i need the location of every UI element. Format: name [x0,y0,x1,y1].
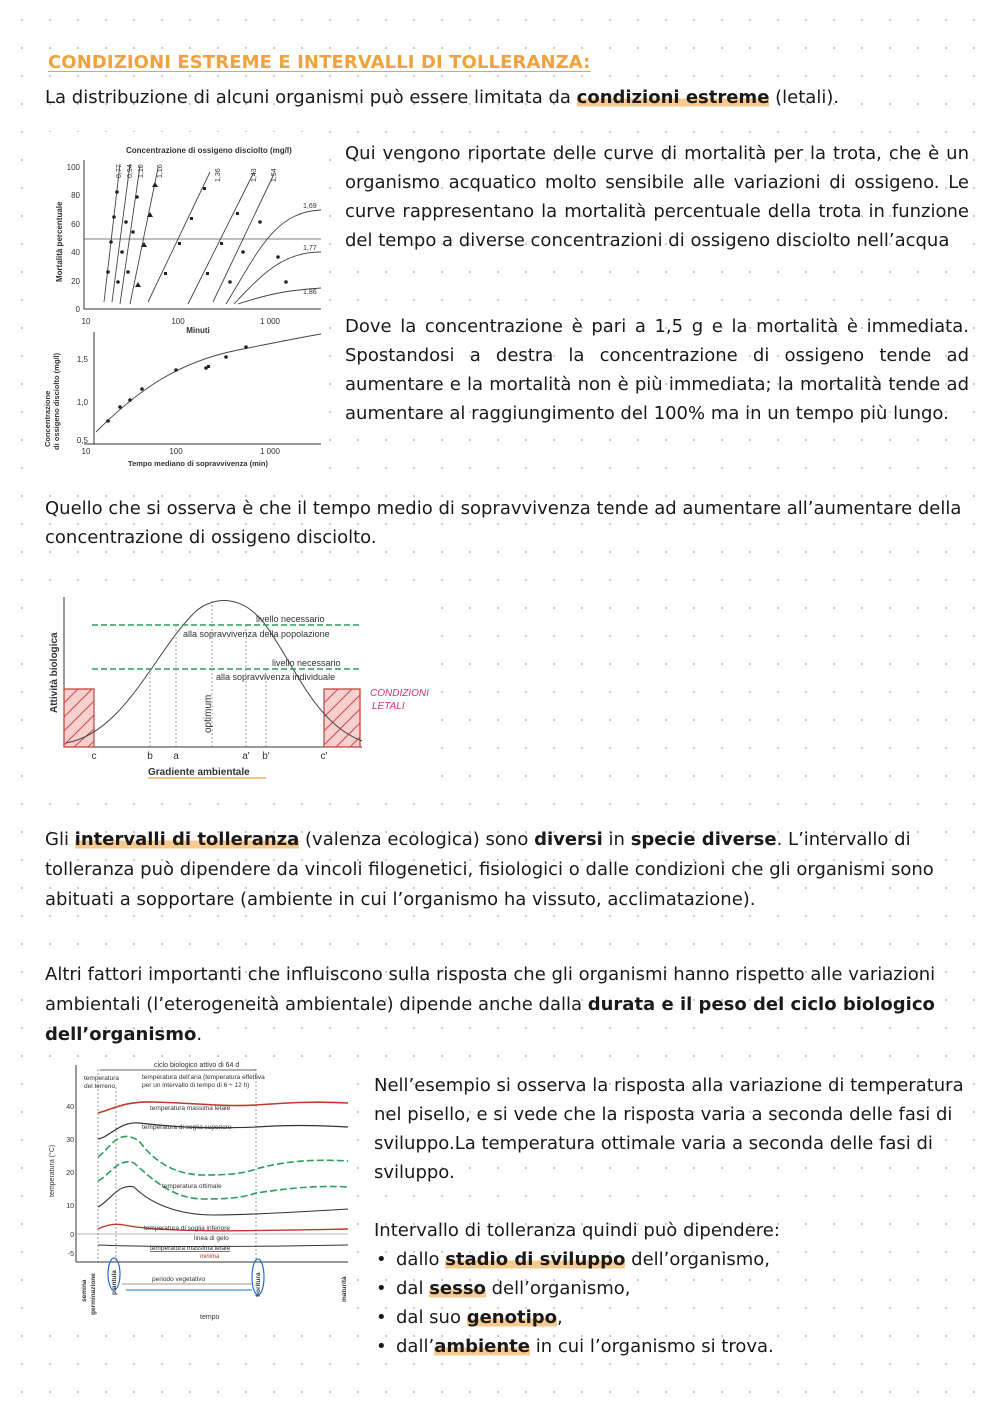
fig3-air-label-1: temperatura dell’aria (temperatura effettiva [142,1074,265,1081]
fig1-survival-points [106,345,248,423]
intro-text-end: (letali). [769,87,840,108]
fig3-ytick: 40 [66,1104,74,1111]
fig3-frost-label: linea di gelo [194,1235,229,1242]
fig3-ytick: 20 [66,1170,74,1177]
fig3-lower-threshold-label: temperatura di soglia inferiore [144,1225,230,1232]
fig3-stage-label: plantula [111,1270,118,1295]
fig3-xlabel: tempo [200,1314,220,1321]
fig1-ytick: 60 [71,220,80,229]
pea-paragraph: Nell’esempio si osserva la risposta alla variazione di temperatura nel pisello, e si vede che la risposta varia a seconda delle fasi di sviluppo.La temperatura ottimale varia a seconda delle fasi di sviluppo. [374,1075,964,1183]
highlight-stadio: stadio di sviluppo [445,1249,626,1270]
observe-paragraph: Quello che si osserva è che il tempo medio di sopravvivenza tende ad aumentare all’aumentare della concentrazione di ossigeno disciolto. [45,498,962,548]
list-item: • dal suo genotipo, [374,1303,984,1332]
fig3-optimal-curve [98,1162,348,1199]
fig2-level1-a: livello necessario [256,614,325,624]
fig3-ytick: 30 [66,1137,74,1144]
trout-mortality-figure [38,132,324,472]
list-item: • dal sesso dell’organismo, [374,1274,984,1303]
fig1-top-ylabel: Mortalità percentuale [55,201,64,282]
fig3-stage-label: germinazione [90,1273,97,1315]
fig3-optimal-label: temperatura ottimale [162,1183,222,1190]
fig3-ytick: 0 [70,1232,74,1239]
fig1-survival-curve [96,334,321,432]
where-paragraph: Dove la concentrazione è pari a 1,5 g e la mortalità è immediata. Spostandosi a destra la concentrazione di ossigeno tende ad aumentare e la mortalità non è più immediata; la mortalità tende ad aumentare al raggiungimento del 100% ma in un tempo più lungo. [345,316,969,424]
fig2-level2-b: alla sopravvivenza individuale [216,672,336,682]
fig3-upper-green-curve [98,1136,348,1175]
fig1-bottom-ytick: 1,5 [76,355,88,364]
svg-text:1,16: 1,16 [157,164,164,178]
fig2-level1-b: alla sopravvivenza della popolazione [183,629,330,639]
fig1-xtick: 1 000 [259,317,281,326]
fig1-data-points [106,182,288,287]
fig1-xtick-bottom: 1 000 [259,447,281,456]
svg-text:0,94: 0,94 [127,164,134,178]
fig1-xtick-bottom: 10 [81,447,91,456]
fig3-stage-label: semina [81,1279,88,1302]
fig3-soil-label-2: del terreno [84,1083,116,1090]
fig2-lethal-note-2: LETALI [372,701,405,712]
fig2-tick: a [173,751,179,762]
fig1-mortality-lines [104,164,321,304]
highlight-sesso: sesso [429,1278,486,1299]
svg-text:1,77: 1,77 [303,245,317,252]
fig2-tick: b [147,751,153,762]
fig1-curve-labels [116,164,317,296]
intro-text: La distribuzione di alcuni organismi può essere limitata da [45,87,577,108]
tolerance-paragraph: Gli intervalli di tolleranza (valenza ecologica) sono diversi in specie diverse. L’intervallo di tolleranza può dipendere da vincoli filogenetici, fisiologici o dalle condizioni che gli organismi sono abituati a sopportare (ambiente in cui l’organismo ha vissuto, acclimatazione). [45,829,934,910]
fig1-xtick: 100 [171,317,185,326]
fig3-vegetative-label: periodo vegetativo [152,1276,206,1283]
svg-text:1,43: 1,43 [251,168,258,182]
fig1-ytick: 20 [71,277,80,286]
svg-text:1,86: 1,86 [303,289,317,296]
svg-text:1,10: 1,10 [138,164,145,178]
svg-text:1,36: 1,36 [215,168,222,182]
fig3-cycle-label: ciclo biologico attivo di 64 d [154,1062,240,1069]
bold-ciclo-biologico: durata e il peso del ciclo biologico dell’organismo [45,994,935,1045]
fig2-tick: b' [262,751,270,762]
svg-text:0,77: 0,77 [116,164,123,178]
fig3-min-lethal-label: temperatura massima letale [150,1245,231,1252]
list-item: • dall’ambiente in cui l’organismo si trova. [374,1332,984,1361]
fig1-ytick: 0 [75,305,80,314]
intro-highlight: condizioni estreme [576,87,770,108]
fig2-tick: c [91,751,97,762]
fig3-ylabel: temperatura (°C) [49,1144,56,1197]
highlight-tolerance: intervalli di tolleranza [74,829,300,850]
fig2-tick: c' [320,751,328,762]
fig3-air-label-2: per un intervallo di tempo di 6 ÷ 12 h) [142,1082,250,1089]
fig1-ytick: 100 [66,163,80,172]
fig1-bottom-ylabel: Concentrazione [43,390,52,447]
fig3-stage-label: fioritura [255,1272,262,1297]
fig2-optimum-label: optimum [203,694,214,733]
fig3-ytick: 10 [66,1203,74,1210]
fig2-ylabel: Attività biologica [49,632,60,713]
fig1-bottom-ytick: 1,0 [76,398,88,407]
fig1-ytick: 80 [71,191,80,200]
dependency-list [374,1245,984,1361]
fig1-ytick: 40 [71,248,80,257]
fig1-bottom-ylabel-2: di ossigeno disciolto (mg/l) [52,352,61,450]
fig3-upper-threshold-label: temperatura di soglia superiore [142,1124,232,1131]
highlight-genotipo: genotipo [466,1307,558,1328]
bold-specie-diverse: specie diverse [630,829,777,850]
tolerance-figure [44,593,440,781]
fig1-bottom-xlabel: Tempo mediano di sopravvivenza (min) [128,459,268,468]
fig3-max-lethal-label: temperatura massima letale [150,1105,231,1112]
fig2-level2-a: livello necessario [272,658,341,668]
pea-temperature-figure [44,1057,350,1327]
fig3-stage-lines [98,1069,256,1262]
fig3-min-note: minima [200,1254,220,1260]
fig2-tick: a' [242,751,250,762]
factors-paragraph: Altri fattori importanti che influiscono sulla risposta che gli organismi hanno rispetto alle variazioni ambientali (l’eterogeneità ambientale) dipende anche dalla durata e il peso del ciclo biologico dell’organismo. [45,964,936,1045]
list-intro: Intervallo di tolleranza quindi può dipendere: [374,1220,780,1241]
fig1-top-xlabel: Minuti [186,326,210,335]
fig1-xtick: 10 [81,317,91,326]
fig3-soil-label-1: temperatura [84,1075,120,1082]
page-title: CONDIZIONI ESTREME E INTERVALLI DI TOLLERANZA: [48,52,591,73]
highlight-ambiente: ambiente [434,1336,530,1357]
trout-paragraph: Qui vengono riportate delle curve di mortalità per la trota, che è un organismo acquatico molto sensibile alle variazioni di ossigeno. Le curve rappresentano la mortalità percentuale della trota in funzione del tempo a diverse concentrazioni di ossigeno disciolto nell’acqua [345,143,969,251]
list-item: • dallo stadio di sviluppo dell’organismo, [374,1245,984,1274]
bold-diversi: diversi [534,829,603,850]
fig2-lethal-note-1: CONDIZIONI [370,688,429,699]
fig1-xtick-bottom: 100 [169,447,183,456]
svg-text:1,69: 1,69 [303,203,317,210]
svg-text:1,54: 1,54 [271,168,278,182]
fig2-xlabel: Gradiente ambientale [148,767,250,778]
fig2-lethal-left [64,689,94,747]
fig3-lower-curve [98,1186,348,1215]
fig3-ytick: -5 [67,1251,74,1258]
intro-paragraph [45,83,975,112]
fig3-stage-label: maturità [341,1276,348,1302]
fig1-top-title: Concentrazione di ossigeno disciolto (mg/l) [126,146,292,155]
fig1-bottom-ytick: 0,5 [76,436,88,445]
